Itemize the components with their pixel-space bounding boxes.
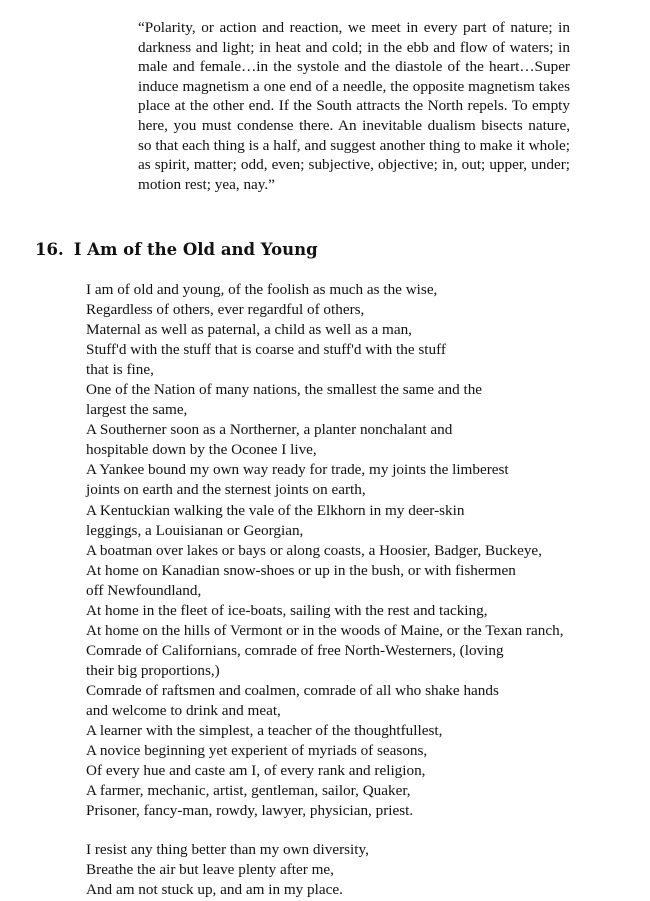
poem-line: that is fine, [86,361,154,379]
poem-line: A novice beginning yet experient of myriads of seasons, [86,742,428,760]
poem-line: Comrade of Californians, comrade of free North-Westerners, (loving [86,641,504,659]
block-quote: “Polarity, or action and reaction, we meet in every part of nature; in darkness and light; in heat and cold; in the ebb and flow of waters; in male and female…in the systole and the diastole of the heart…Super induce magnetism a one end of a needle, the opposite magnetism takes place at the other end. If the South attracts the North repels. To empty here, you must condense there. An inevitable dualism bisects nature, so that each thing is a half, and suggest another thing to make it whole; as spirit, matter; odd, even; subjective, objective; in, out; upper, under; motion rest; yea, nay.” [138,19,570,193]
poem-line: Comrade of raftsmen and coalmen, comrade of all who shake hands [86,681,499,699]
poem-line: A boatman over lakes or bays or along coasts, a Hoosier, Badger, Buckeye, [86,541,542,559]
poem-line: largest the same, [86,401,188,419]
poem-line: Stuff'd with the stuff that is coarse and stuff'd with the stuff [86,341,446,359]
poem-line: off Newfoundland, [86,581,202,599]
stanza-break [86,821,646,840]
poem-line: their big proportions,) [86,661,220,679]
poem-line: A Yankee bound my own way ready for trade, my joints the limberest [86,461,509,479]
poem-line: hospitable down by the Oconee I live, [86,441,317,459]
poem-line: Prisoner, fancy-man, rowdy, lawyer, physician, priest. [86,802,414,820]
poem-line: A Kentuckian walking the vale of the Elkhorn in my deer-skin [86,501,465,519]
poem-line: Regardless of others, ever regardful of others, [86,301,365,319]
section-number: 16. [35,240,64,259]
stanza-2 [86,840,646,900]
poem-line: A learner with the simplest, a teacher of the thoughtfullest, [86,722,443,740]
poem-line: I resist any thing better than my own diversity, [86,841,369,859]
poem-body [86,280,646,900]
poem-line: At home on the hills of Vermont or in the woods of Maine, or the Texan ranch, [86,621,564,639]
section-title: I Am of the Old and Young [73,240,318,259]
poem-line: Breathe the air but leave plenty after me, [86,861,334,879]
poem-line: At home in the fleet of ice-boats, sailing with the rest and tacking, [86,601,488,619]
section-heading [35,239,318,261]
stanza-1 [86,280,646,821]
poem-line: One of the Nation of many nations, the smallest the same and the [86,381,483,399]
poem-line: Maternal as well as paternal, a child as well as a man, [86,321,412,339]
poem-line: joints on earth and the sternest joints on earth, [86,481,366,499]
poem-line: leggings, a Louisianan or Georgian, [86,521,304,539]
poem-line: A Southerner soon as a Northerner, a planter nonchalant and [86,421,453,439]
poem-line: A farmer, mechanic, artist, gentleman, sailor, Quaker, [86,782,411,800]
poem-line: I am of old and young, of the foolish as much as the wise, [86,281,438,298]
poem-line: Of every hue and caste am I, of every rank and religion, [86,762,426,780]
poem-line: and welcome to drink and meat, [86,701,281,719]
poem-line: And am not stuck up, and am in my place. [86,881,343,899]
poem-line: At home on Kanadian snow-shoes or up in the bush, or with fishermen [86,561,516,579]
